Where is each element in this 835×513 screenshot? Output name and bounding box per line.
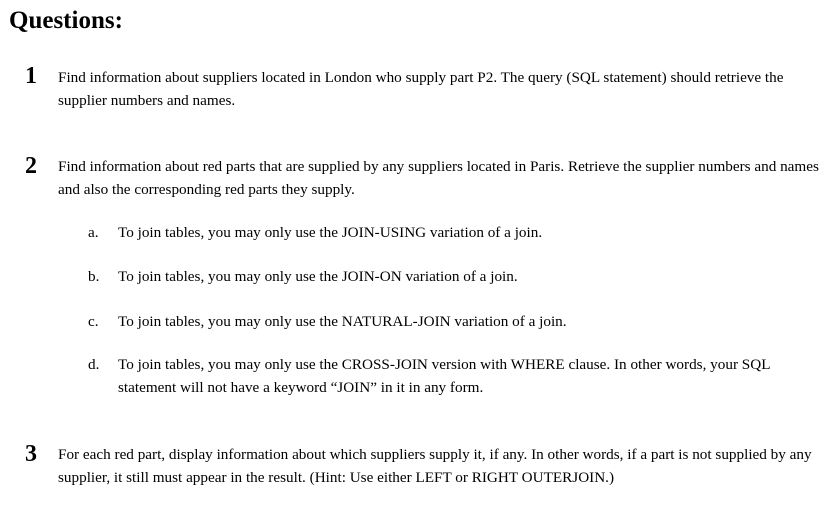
question-2a-text: To join tables, you may only use the JOIN-USING variation of a join. [118,224,543,241]
question-2c-text: To join tables, you may only use the NATURAL-JOIN variation of a join. [118,313,567,330]
question-1-number: 1 [25,63,37,89]
question-2a-letter: a. [88,224,99,241]
page-title: Questions: [9,7,123,34]
question-2-text: Find information about red parts that are supplied by any suppliers located in Paris. Retrieve the supplier numbers and names and also the corresponding red parts they supply. [58,158,819,198]
question-2d-text: To join tables, you may only use the CROSS-JOIN version with WHERE clause. In other words, your SQL statement will not have a keyword “JOIN” in it in any form. [118,356,770,396]
question-2c-letter: c. [88,313,99,330]
question-3-text: For each red part, display information about which suppliers supply it, if any. In other words, if a part is not supplied by any supplier, it still must appear in the result. (Hint: Use either LEFT or RIGHT OUTERJOIN.) [58,446,812,486]
question-2d-letter: d. [88,356,100,373]
question-1-text: Find information about suppliers located in London who supply part P2. The query (SQL statement) should retrieve the supplier numbers and names. [58,69,784,109]
question-2b-letter: b. [88,268,100,285]
question-3-number: 3 [25,441,37,467]
question-2b-text: To join tables, you may only use the JOIN-ON variation of a join. [118,268,518,285]
question-2-number: 2 [25,153,37,179]
